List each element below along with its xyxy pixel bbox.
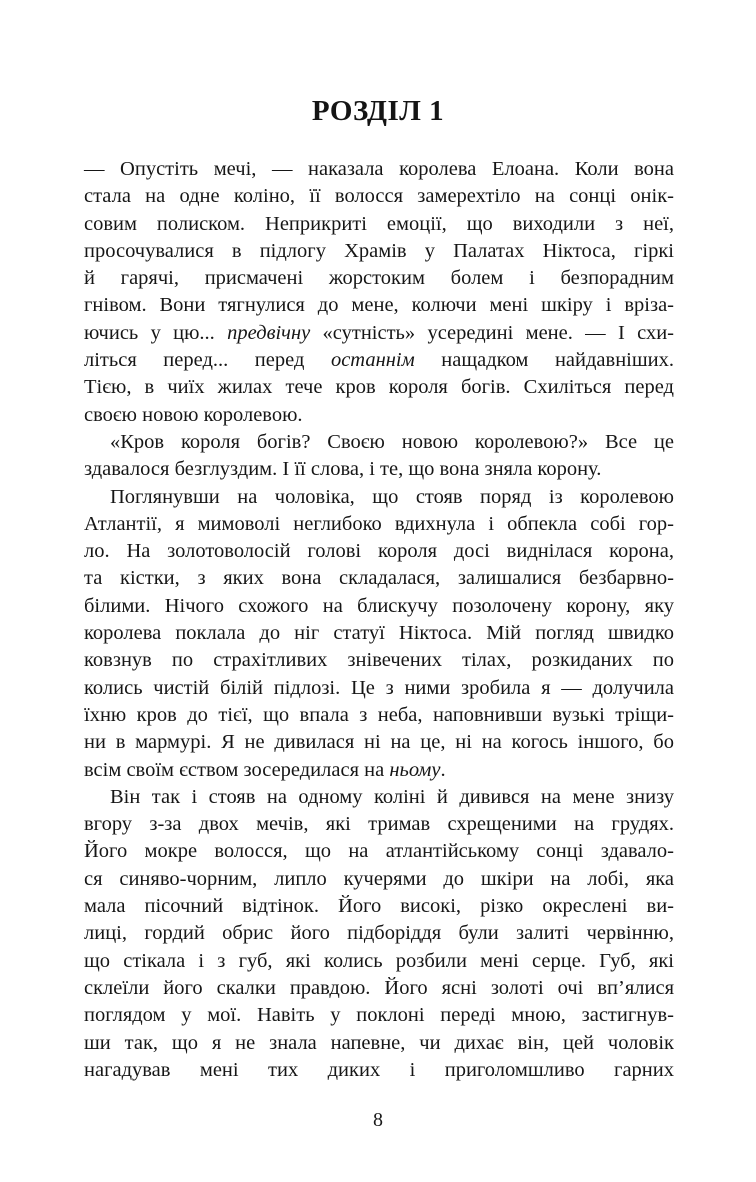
- text-line: літься перед... перед останнім нащадком найдавніших.: [84, 349, 674, 372]
- text-line: королева поклала до ніг статуї Ніктоса. Мій погляд швидко: [84, 622, 674, 645]
- paragraph: [84, 156, 674, 429]
- text-line: ши так, що я не знала напевне, чи дихає він, цей чоловік: [84, 1031, 674, 1054]
- chapter-title: РОЗДІЛ 1: [311, 95, 445, 127]
- text-line: гнівом. Вони тягнулися до мене, колючи мені шкіру і вріза-: [84, 294, 674, 317]
- text-line: й гарячі, присмачені жорстоким болем і безпорадним: [84, 267, 674, 290]
- text-line: поглядом у мої. Навіть у поклоні переді мною, застигнув-: [84, 1004, 674, 1027]
- text-line: нагадував мені тих диких і приголомшливо гарних: [84, 1058, 674, 1081]
- text-line: склеїли його скалки правдою. Його ясні золоті очі вп’ялися: [84, 976, 674, 999]
- text-line: ся синяво-чорним, липло кучерями до шкіри на лобі, яка: [84, 867, 674, 890]
- text-line: лиці, гордий обрис його підборіддя були залиті червінню,: [84, 922, 674, 945]
- paragraph: [84, 484, 674, 784]
- text-line: совим полиском. Неприкриті емоції, що виходили з неї,: [84, 212, 674, 235]
- text-line: ло. На золотоволосій голові короля досі виднілася корона,: [84, 540, 674, 563]
- text-line: білими. Нічого схожого на блискучу позолочену корону, яку: [84, 594, 674, 617]
- text-line: Поглянувши на чоловіка, що стояв поряд із королевою: [110, 485, 674, 508]
- text-line: — Опустіть мечі, — наказала королева Елоана. Коли вона: [84, 158, 674, 180]
- paragraph: [84, 429, 674, 484]
- text-line: «Кров короля богів? Своєю новою королевою?» Все це: [110, 430, 674, 453]
- text-line: та кістки, з яких вона складалася, залишалися безбарвно-: [84, 567, 674, 590]
- text-line: всім своїм єством зосередилася на ньому.: [84, 758, 446, 781]
- text-line: просочувалися в підлогу Храмів у Палатах Ніктоса, гіркі: [84, 239, 674, 262]
- text-line: Він так і стояв на одному коліні й дивився на мене знизу: [110, 785, 674, 808]
- text-line: своєю новою королевою.: [84, 403, 303, 426]
- text-line: Атлантії, я мимоволі неглибоко вдихнула і обпекла собі гор-: [84, 512, 674, 535]
- paragraph: [84, 784, 674, 1084]
- text-line: вгору з-за двох мечів, які тримав схрещеними на грудях.: [84, 813, 674, 836]
- text-line: їхню кров до тієї, що впала з неба, наповнивши вузькі тріщи-: [84, 703, 674, 726]
- text-line: колись чистій білій підлозі. Це з ними зробила я — долучила: [84, 676, 674, 699]
- text-line: ковзнув по страхітливих знівечених тілах, розкиданих по: [84, 649, 674, 672]
- text-line: Його мокре волосся, що на атлантійському сонці здавало-: [84, 840, 674, 863]
- text-line: стала на одне коліно, її волосся замерехтіло на сонці онік-: [84, 185, 674, 208]
- page-number: 8: [373, 1109, 383, 1131]
- text-line: ючись у цю... предвічну «сутність» усередині мене. — І схи-: [84, 321, 674, 344]
- page-body: [84, 156, 674, 1084]
- text-line: Тією, в чиїх жилах тече кров короля богів. Схиліться перед: [84, 376, 674, 399]
- text-line: здавалося безглуздим. І її слова, і те, що вона зняла корону.: [84, 458, 602, 481]
- text-line: ни в мармурі. Я не дивилася ні на це, ні на когось іншого, бо: [84, 731, 674, 754]
- text-line: мала пісочний відтінок. Його високі, різко окреслені ви-: [84, 895, 674, 918]
- text-line: що стікала і з губ, які колись розбили мені серце. Губ, які: [84, 949, 674, 972]
